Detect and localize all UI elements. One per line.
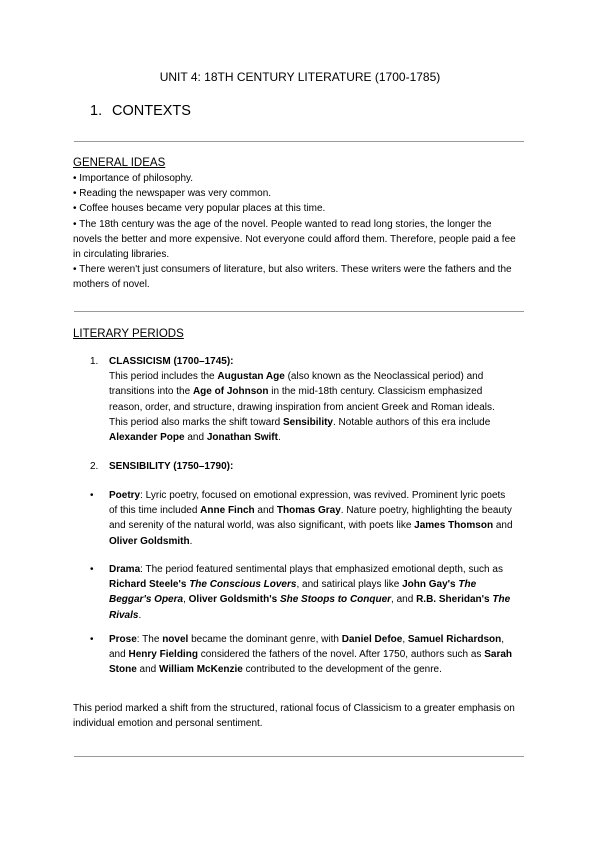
list-item: • There weren't just consumers of literature, but also writers. These writers were the fathers and the mothers of novel. [73, 264, 512, 291]
text-run: . Nature poetry, highlighting the beauty and serenity of the natural world, was also significant, with poets like [109, 505, 512, 532]
text-run: and [136, 664, 160, 676]
divider-rule [74, 311, 524, 312]
sensibility-heading: SENSIBILITY (1750–1790): [109, 461, 234, 472]
text-run: , [183, 594, 189, 606]
text-run: considered the fathers of the novel. After 1750, authors such as [197, 649, 485, 661]
poetry-text [109, 488, 515, 549]
list-item: • The 18th century was the age of the novel. People wanted to read long stories, the longer the novels the better and more expensive. Not everyone could afford them. Therefore, people paid a fee in circulating libraries. [73, 218, 516, 261]
text-run: . Notable authors of this era include [332, 416, 491, 428]
emphasis-text: Drama [109, 564, 141, 575]
emphasis-text: William McKenzie [159, 664, 243, 676]
emphasis-text: Poetry [109, 490, 141, 501]
bullet: • [90, 634, 94, 645]
general-ideas-list [73, 171, 523, 293]
emphasis-text: Oliver Goldsmith's [188, 594, 280, 606]
emphasis-text: Thomas Gray [276, 505, 341, 517]
emphasis-text: She Stoops to Conquer [279, 594, 392, 606]
text-run: . [138, 609, 142, 621]
emphasis-text: Samuel Richardson [407, 634, 502, 645]
text-run: . [277, 432, 281, 444]
bullet: • [90, 564, 94, 575]
divider-rule [74, 756, 524, 757]
emphasis-text: The Beggar's Opera [109, 579, 477, 606]
poetry-item [90, 488, 515, 549]
emphasis-text: novel [162, 634, 189, 645]
section-heading [90, 103, 191, 119]
text-run: This period includes the [109, 371, 218, 383]
literary-periods-heading: LITERARY PERIODS [73, 328, 184, 340]
prose-item [90, 632, 515, 678]
document-title: UNIT 4: 18TH CENTURY LITERATURE (1700-1785) [159, 70, 441, 84]
text-run: became the dominant genre, with [188, 634, 342, 645]
text-run: , and [391, 594, 417, 606]
emphasis-text: Richard Steele's [109, 579, 190, 591]
text-run: : The [136, 634, 163, 645]
text-run: , [402, 634, 408, 645]
emphasis-text: Prose [109, 634, 137, 645]
emphasis-text: Jonathan Swift [206, 432, 278, 444]
text-run: and [254, 505, 277, 517]
emphasis-text: Alexander Pope [109, 432, 185, 444]
text-run: contributed to the development of the genre. [242, 664, 442, 676]
text-run: : The period featured sentimental plays that emphasized emotional depth, such as [140, 564, 503, 575]
emphasis-text: Oliver Goldsmith [109, 535, 190, 547]
emphasis-text: Anne Finch [200, 505, 255, 517]
emphasis-text: Sarah Stone [109, 649, 513, 676]
text-run: and [493, 520, 513, 532]
emphasis-text: R.B. Sheridan's [416, 594, 493, 606]
classicism-text [109, 369, 515, 445]
text-run: in the mid-18th century. Classicism emphasized reason, order, and structure, drawing inspiration from ancient Greek and Roman ideals. This period also marks the shift toward [109, 386, 495, 428]
drama-item [90, 562, 515, 623]
list-item: • Importance of philosophy. [73, 173, 194, 184]
classicism-heading: CLASSICISM (1700–1745): [109, 356, 234, 367]
text-run: , and satirical plays like [296, 579, 403, 591]
text-run: . [189, 535, 193, 547]
drama-text [109, 562, 515, 623]
emphasis-text: Augustan Age [217, 371, 285, 383]
text-run: (also known as the Neoclassical period) and transitions into the [109, 371, 484, 398]
list-number: 1. [90, 356, 99, 367]
text-run: : Lyric poetry, focused on emotional expression, was revived. Prominent lyric poets of this time included [109, 490, 506, 517]
emphasis-text: Age of Johnson [192, 386, 269, 398]
emphasis-text: Henry Fielding [128, 649, 198, 661]
divider-rule [74, 141, 524, 142]
list-item: • Coffee houses became very popular places at this time. [73, 203, 326, 215]
section-number: 1. [90, 103, 103, 119]
prose-text [109, 632, 515, 678]
emphasis-text: Daniel Defoe [341, 634, 403, 645]
general-ideas-heading: GENERAL IDEAS [73, 157, 166, 169]
text-run: , and [109, 634, 505, 661]
emphasis-text: The Conscious Lovers [189, 579, 297, 591]
emphasis-text: James Thomson [414, 520, 494, 532]
sensibility-item [90, 459, 515, 474]
list-number: 2. [90, 461, 99, 472]
closing-paragraph: This period marked a shift from the structured, rational focus of Classicism to a greater emphasis on individual emotion and personal sentiment. [73, 703, 515, 730]
emphasis-text: John Gay's [402, 579, 459, 591]
section-title: CONTEXTS [112, 103, 191, 119]
classicism-item [90, 354, 515, 445]
emphasis-text: Sensibility [282, 416, 333, 428]
emphasis-text: The Rivals [109, 594, 511, 621]
list-item: • Reading the newspaper was very common. [73, 188, 272, 200]
text-run: and [184, 432, 207, 444]
bullet: • [90, 490, 94, 501]
